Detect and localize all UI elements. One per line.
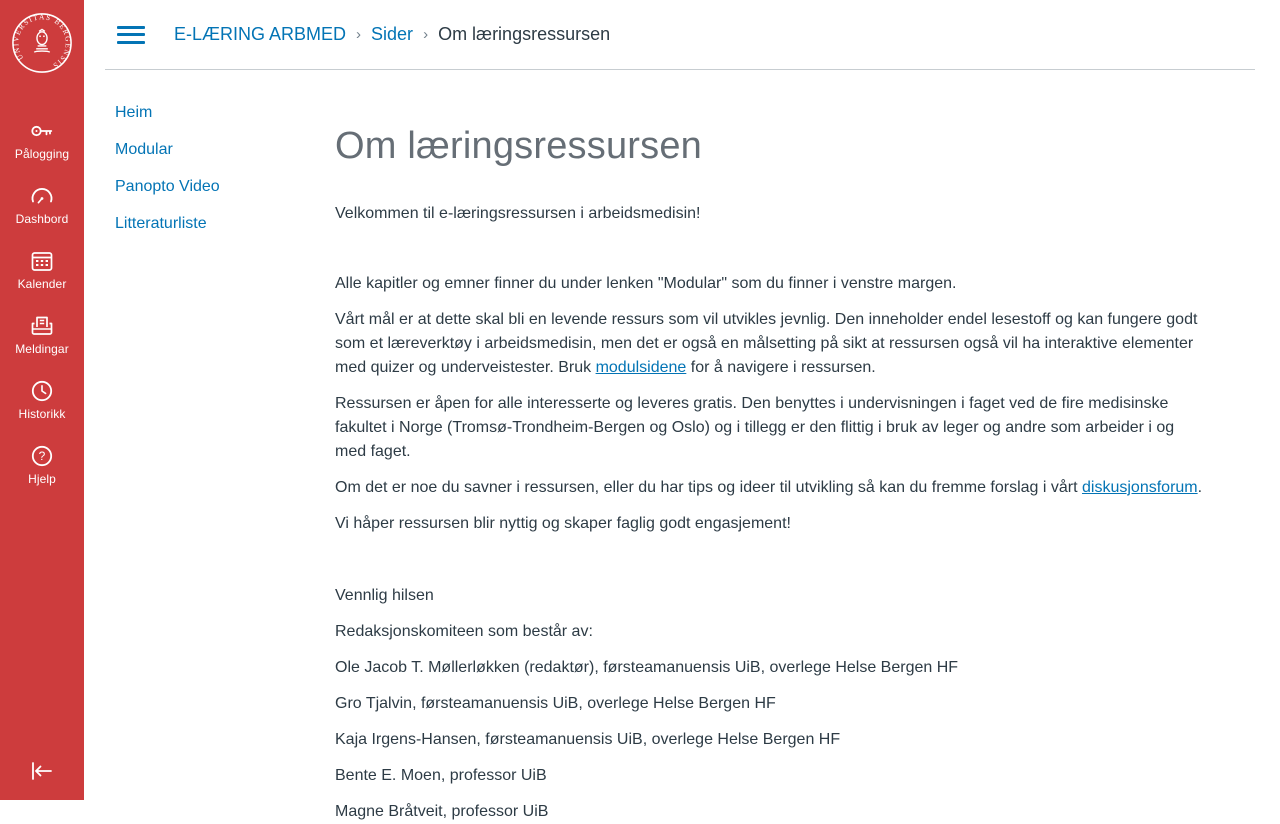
paragraph-intro: Velkommen til e-læringsressursen i arbeidsmedisin! — [335, 205, 701, 222]
text-segment: . — [1197, 479, 1203, 496]
help-icon — [29, 443, 55, 469]
global-nav-list — [0, 116, 84, 506]
course-nav-item — [115, 142, 335, 158]
page-title: Om læringsressursen — [335, 125, 703, 167]
clock-icon — [29, 378, 55, 404]
breadcrumb-pages-link[interactable]: Sider — [371, 24, 414, 44]
hamburger-menu-button[interactable] — [113, 17, 149, 52]
sidebar-item-label: Pålogging — [14, 147, 70, 161]
signoff-member-2: Gro Tjalvin, førsteamanuensis UiB, overlege Helse Bergen HF — [335, 695, 776, 712]
course-nav-link-litteraturliste[interactable]: Litteraturliste — [115, 215, 207, 232]
sidebar-item-historikk[interactable] — [0, 376, 84, 424]
sidebar-item-label: Meldingar — [15, 342, 69, 356]
signoff-member-3: Kaja Irgens-Hansen, førsteamanuensis UiB, overlege Helse Bergen HF — [335, 731, 841, 748]
course-nav-item — [115, 216, 335, 232]
signoff-committee: Redaksjonskomiteen som består av: — [335, 623, 593, 640]
sidebar-item-label: Historikk — [18, 407, 66, 421]
course-nav-link-panopto-video[interactable]: Panopto Video — [115, 178, 220, 195]
sidebar-item-label: Kalender — [17, 277, 67, 291]
course-nav-link-heim[interactable]: Heim — [115, 104, 153, 121]
paragraph-goal — [335, 308, 1208, 380]
chevron-right-icon: › — [356, 26, 362, 43]
course-nav-item — [115, 105, 335, 121]
sidebar-item-meldingar[interactable] — [0, 311, 84, 359]
global-nav-sidebar — [0, 0, 84, 800]
collapse-sidebar-button[interactable] — [23, 754, 61, 788]
calendar-icon — [29, 248, 55, 274]
paragraph-feedback — [335, 476, 1208, 500]
main-area — [84, 0, 1280, 820]
dashboard-icon — [29, 183, 55, 209]
page-header — [105, 0, 1255, 70]
course-nav — [84, 70, 335, 800]
paragraph-modular: Alle kapitler og emner finner du under lenken "Modular" som du finner i venstre margen. — [335, 275, 957, 292]
sidebar-item-dashbord[interactable] — [0, 181, 84, 229]
sidebar-item-hjelp[interactable] — [0, 441, 84, 489]
svg-text:UNIVERSITAS BERGENSIS: UNIVERSITAS BERGENSIS — [11, 12, 73, 71]
modulsidene-link[interactable]: modulsidene — [595, 359, 687, 376]
svg-text:?: ? — [38, 449, 46, 464]
sidebar-item-label: Hjelp — [28, 472, 56, 486]
content-row — [84, 70, 1280, 820]
spacer — [335, 548, 1208, 584]
chevron-right-icon: › — [423, 26, 429, 43]
text-segment: Vårt mål er at dette skal bli en levende ressurs som vil utvikles jevnlig. Den inneholder endel lesestoff og kan fungere godt som et læreverktøy i arbeidsmedisin, men det er også en målsetting på sikt at ressursen også vil ha interaktive elementer med quizer og underveistester. Bruk — [335, 311, 1198, 376]
signoff-member-5: Magne Bråtveit, professor UiB — [335, 803, 549, 820]
paragraph-hope: Vi håper ressursen blir nyttig og skaper faglig godt engasjement! — [335, 515, 791, 532]
course-nav-link-modular[interactable]: Modular — [115, 141, 173, 158]
course-nav-item — [115, 179, 335, 195]
breadcrumb-course-link[interactable]: E-LÆRING ARBMED — [174, 24, 347, 44]
collapse-arrow-icon — [27, 758, 57, 784]
uib-logo-seal-icon[interactable] — [11, 12, 73, 74]
paragraph-open-resource: Ressursen er åpen for alle interesserte og leveres gratis. Den benyttes i undervisningen i faget ved de fire medisinske fakultet i Norge (Tromsø-Trondheim-Bergen og Oslo) og i tillegg er den flittig i bruk av leger og andre som arbeider i og med faget. — [335, 395, 1175, 460]
sidebar-item-kalender[interactable] — [0, 246, 84, 294]
breadcrumb-current-page: Om læringsressursen — [438, 24, 611, 44]
breadcrumb — [174, 24, 610, 45]
signoff-greeting: Vennlig hilsen — [335, 587, 434, 604]
signoff-member-1: Ole Jacob T. Møllerløkken (redaktør), førsteamanuensis UiB, overlege Helse Bergen HF — [335, 659, 959, 676]
inbox-icon — [29, 313, 55, 339]
page-content — [335, 70, 1280, 820]
spacer — [335, 238, 1208, 272]
sidebar-item-palogging[interactable] — [0, 116, 84, 164]
signoff-member-4: Bente E. Moen, professor UiB — [335, 767, 547, 784]
key-icon — [29, 118, 55, 144]
sidebar-item-label: Dashbord — [15, 212, 69, 226]
text-segment: Om det er noe du savner i ressursen, eller du har tips og ideer til utvikling så kan du fremme forslag i vårt — [335, 479, 1083, 496]
text-segment: for å navigere i ressursen. — [686, 359, 876, 376]
diskusjonsforum-link[interactable]: diskusjonsforum — [1082, 479, 1198, 496]
